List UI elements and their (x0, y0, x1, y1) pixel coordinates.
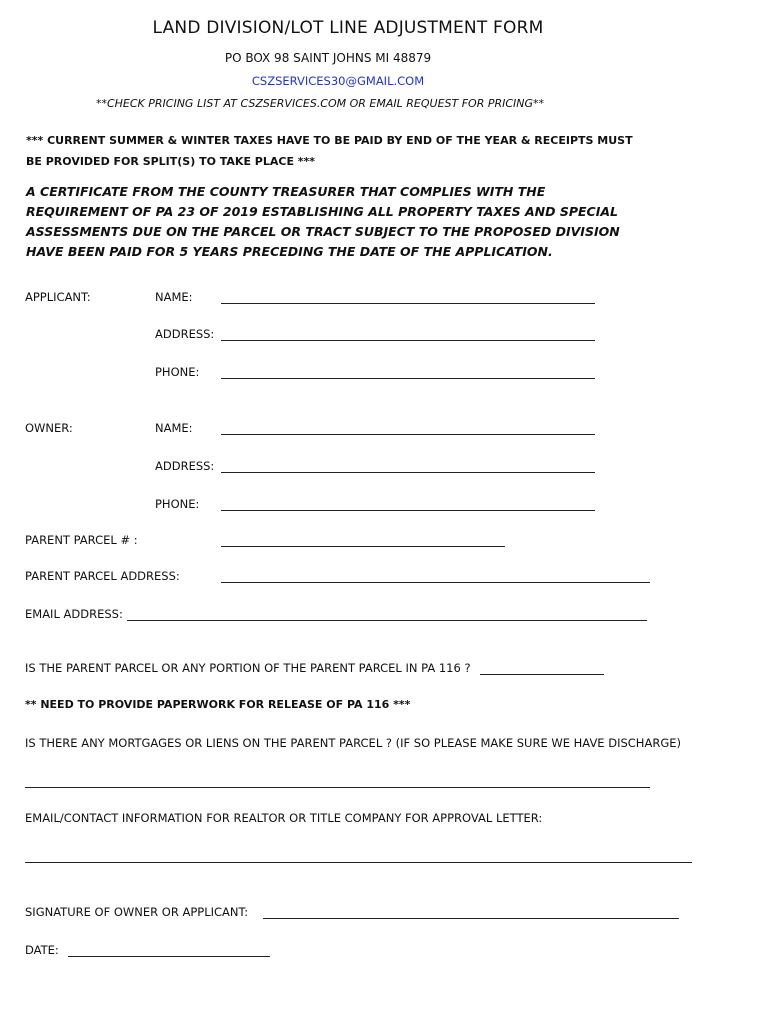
applicant-phone-label: PHONE: (155, 365, 200, 379)
email-address-field[interactable] (127, 608, 647, 621)
parent-parcel-number-field[interactable] (221, 534, 505, 547)
owner-phone-field[interactable] (221, 498, 595, 511)
date-label: DATE: (25, 943, 59, 957)
applicant-address-label: ADDRESS: (155, 327, 215, 341)
date-field[interactable] (68, 944, 270, 957)
owner-address-field[interactable] (221, 460, 595, 473)
applicant-section-label: APPLICANT: (25, 290, 91, 304)
parent-parcel-address-label: PARENT PARCEL ADDRESS: (25, 569, 180, 583)
realtor-contact-field[interactable] (25, 850, 692, 863)
realtor-contact-question: EMAIL/CONTACT INFORMATION FOR REALTOR OR TITLE COMPANY FOR APPROVAL LETTER: (25, 811, 543, 825)
pa116-answer-field[interactable] (480, 662, 604, 675)
signature-field[interactable] (263, 906, 679, 919)
owner-section-label: OWNER: (25, 421, 73, 435)
email-address-label: EMAIL ADDRESS: (25, 607, 123, 621)
owner-name-field[interactable] (221, 422, 595, 435)
certificate-notice: A CERTIFICATE FROM THE COUNTY TREASURER THAT COMPLIES WITH THE REQUIREMENT OF PA 23 OF 2019 ESTABLISHING ALL PROPERTY TAXES AND SPECIAL ASSESSMENTS DUE ON THE PARCEL OR TRACT SUBJECT TO THE PROPOSED DIVISION HAVE BEEN PAID FOR 5 YEARS PRECEDING THE DATE OF THE APPLICATION. (26, 184, 620, 259)
owner-name-label: NAME: (155, 421, 193, 435)
pa116-question: IS THE PARENT PARCEL OR ANY PORTION OF THE PARENT PARCEL IN PA 116 ? (25, 661, 471, 675)
signature-label: SIGNATURE OF OWNER OR APPLICANT: (25, 905, 249, 919)
pricing-note: **CHECK PRICING LIST AT CSZSERVICES.COM OR EMAIL REQUEST FOR PRICING** (95, 97, 545, 110)
parent-parcel-number-label: PARENT PARCEL # : (25, 533, 138, 547)
parent-parcel-address-field[interactable] (221, 570, 650, 583)
mailing-address: PO BOX 98 SAINT JOHNS MI 48879 (224, 51, 432, 65)
owner-phone-label: PHONE: (155, 497, 200, 511)
pa116-paperwork-note: ** NEED TO PROVIDE PAPERWORK FOR RELEASE OF PA 116 *** (25, 698, 411, 711)
applicant-name-label: NAME: (155, 290, 193, 304)
mortgages-question: IS THERE ANY MORTGAGES OR LIENS ON THE PARENT PARCEL ? (IF SO PLEASE MAKE SURE WE HAVE DISCHARGE) (25, 736, 681, 750)
taxes-notice: *** CURRENT SUMMER & WINTER TAXES HAVE TO BE PAID BY END OF THE YEAR & RECEIPTS MUST BE PROVIDED FOR SPLIT(S) TO TAKE PLACE *** (26, 134, 633, 168)
form-title: LAND DIVISION/LOT LINE ADJUSTMENT FORM (152, 18, 544, 38)
owner-address-label: ADDRESS: (155, 459, 215, 473)
contact-email-link[interactable]: CSZSERVICES30@GMAIL.COM (251, 74, 425, 88)
applicant-name-field[interactable] (221, 291, 595, 304)
applicant-phone-field[interactable] (221, 366, 595, 379)
mortgages-answer-field[interactable] (25, 775, 650, 788)
applicant-address-field[interactable] (221, 328, 595, 341)
